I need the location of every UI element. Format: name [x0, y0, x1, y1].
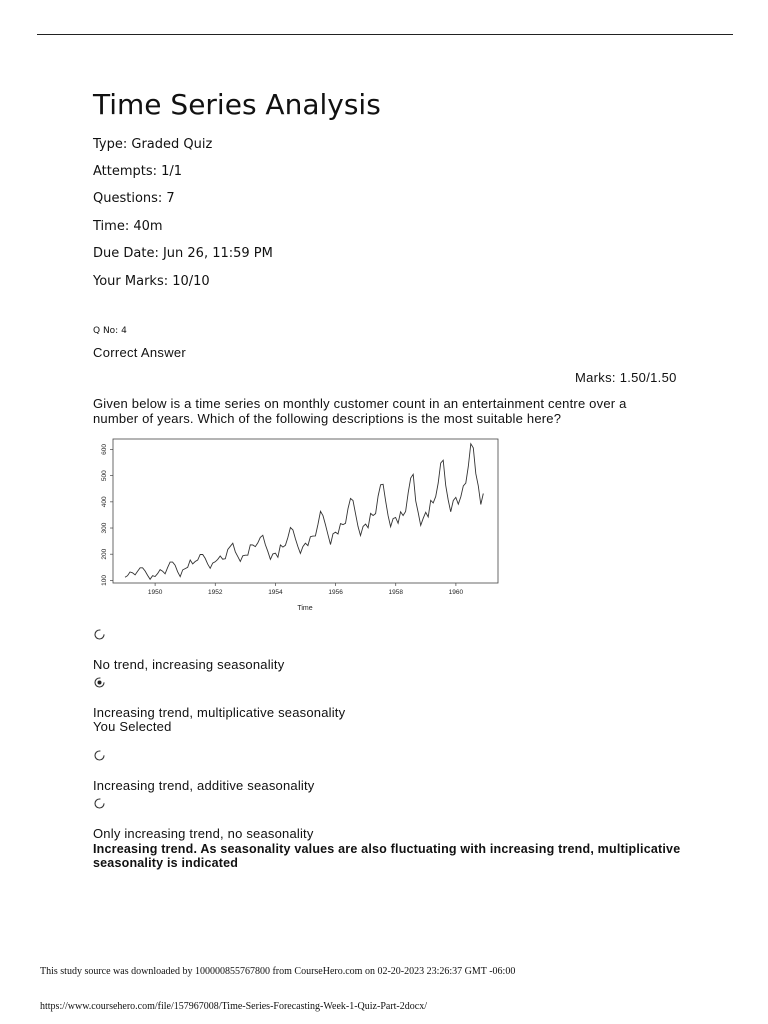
quiz-due-date: Due Date: Jun 26, 11:59 PM — [93, 246, 273, 261]
y-tick-label: 200 — [101, 548, 108, 560]
time-series-chart — [93, 434, 503, 614]
x-axis-label: Time — [297, 605, 313, 612]
radio-unselected-icon — [93, 749, 106, 762]
option-2-radio[interactable] — [93, 676, 106, 689]
quiz-attempts: Attempts: 1/1 — [93, 164, 183, 179]
answer-explanation: Increasing trend. As seasonality values are also fluctuating with increasing trend, multiplicative seasonality is indicated — [93, 842, 681, 870]
option-3-radio[interactable] — [93, 749, 106, 762]
quiz-time: Time: 40m — [93, 219, 163, 234]
option-1-radio[interactable] — [93, 628, 106, 641]
x-tick-label: 1958 — [388, 589, 403, 596]
quiz-your-marks: Your Marks: 10/10 — [93, 274, 210, 289]
y-tick-label: 300 — [101, 522, 108, 534]
radio-unselected-icon — [93, 628, 106, 641]
answer-status: Correct Answer — [93, 345, 187, 360]
top-divider — [37, 34, 733, 35]
y-tick-label: 400 — [101, 496, 108, 508]
quiz-type: Type: Graded Quiz — [93, 137, 213, 152]
x-tick-label: 1952 — [208, 589, 223, 596]
option-1-label: No trend, increasing seasonality — [93, 657, 285, 672]
x-tick-label: 1956 — [328, 589, 343, 596]
option-2-label: Increasing trend, multiplicative seasonality — [93, 705, 346, 720]
page-title: Time Series Analysis — [93, 88, 381, 121]
y-tick-label: 500 — [101, 470, 108, 482]
x-tick-label: 1960 — [448, 589, 464, 596]
question-text: Given below is a time series on monthly customer count in an entertainment centre over a number of years. Which of the following descriptions is the most suitable here? — [93, 396, 627, 426]
x-tick-label: 1954 — [268, 589, 283, 596]
option-3-label: Increasing trend, additive seasonality — [93, 778, 315, 793]
source-url[interactable]: https://www.coursehero.com/file/157967008/Time-Series-Forecasting-Week-1-Quiz-Part-2docx/ — [40, 1001, 427, 1012]
question-marks: Marks: 1.50/1.50 — [575, 370, 677, 385]
y-tick-label: 600 — [101, 444, 108, 455]
radio-unselected-icon — [93, 797, 106, 810]
y-tick-label: 100 — [101, 574, 108, 586]
plot-frame — [113, 439, 498, 583]
download-note: This study source was downloaded by 100000855767800 from CourseHero.com on 02-20-2023 23:26:37 GMT -06:00 — [40, 966, 516, 977]
selected-note: You Selected — [93, 719, 172, 734]
quiz-questions-count: Questions: 7 — [93, 191, 175, 206]
x-tick-label: 1950 — [147, 589, 163, 596]
question-number: Q No: 4 — [93, 326, 127, 336]
option-4-label: Only increasing trend, no seasonality — [93, 826, 314, 841]
radio-selected-icon — [93, 676, 106, 689]
option-4-radio[interactable] — [93, 797, 106, 810]
series-line — [125, 444, 483, 580]
